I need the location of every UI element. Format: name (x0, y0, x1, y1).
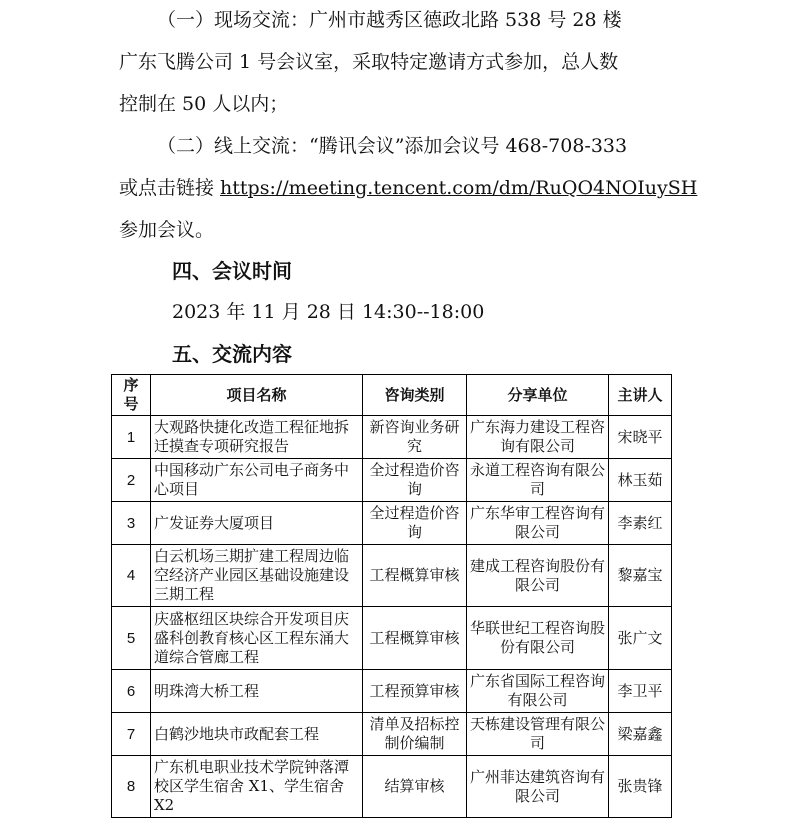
header-org: 分享单位 (467, 375, 609, 416)
cell-category: 工程概算审核 (363, 545, 467, 607)
cell-number: 7 (112, 713, 151, 756)
cell-speaker: 李素红 (609, 502, 672, 545)
cell-project-name: 庆盛枢纽区块综合开发项目庆盛科创教育核心区工程东涌大道综合管廊工程 (151, 607, 363, 670)
table-row (112, 670, 672, 713)
cell-category: 结算审核 (363, 756, 467, 818)
cell-number: 2 (112, 459, 151, 502)
cell-org: 华联世纪工程咨询股份有限公司 (467, 607, 609, 670)
cell-number: 1 (112, 416, 151, 459)
cell-number: 5 (112, 607, 151, 670)
cell-org: 建成工程咨询股份有限公司 (467, 545, 609, 607)
paragraph-online-line-3: 参加会议。 (119, 219, 215, 241)
cell-org: 广东省国际工程咨询有限公司 (467, 670, 609, 713)
cell-org: 广东华审工程咨询有限公司 (467, 502, 609, 545)
cell-org: 天栋建设管理有限公司 (467, 713, 609, 756)
link-prefix-text: 或点击链接 (119, 177, 221, 199)
table-row (112, 713, 672, 756)
cell-org: 永道工程咨询有限公司 (467, 459, 609, 502)
exchange-content-table (111, 374, 672, 818)
cell-project-name: 白鹤沙地块市政配套工程 (151, 713, 363, 756)
paragraph-onsite-line-3: 控制在 50 人以内； (119, 93, 289, 115)
cell-org: 广东海力建设工程咨询有限公司 (467, 416, 609, 459)
header-category: 咨询类别 (363, 375, 467, 416)
cell-speaker: 宋晓平 (609, 416, 672, 459)
cell-category: 清单及招标控制价编制 (363, 713, 467, 756)
meeting-datetime: 2023 年 11 月 28 日 14:30--18:00 (172, 301, 485, 323)
table-row (112, 459, 672, 502)
paragraph-onsite-line-1: （一）现场交流：广州市越秀区德政北路 538 号 28 楼 (157, 9, 622, 31)
meeting-link[interactable]: https://meeting.tencent.com/dm/RuQO4NOIuySH (220, 177, 698, 199)
table-row (112, 607, 672, 670)
cell-project-name: 明珠湾大桥工程 (151, 670, 363, 713)
cell-speaker: 张贵锋 (609, 756, 672, 818)
section-heading-meeting-time: 四、会议时间 (172, 259, 292, 283)
cell-speaker: 梁嘉鑫 (609, 713, 672, 756)
cell-category: 全过程造价咨询 (363, 459, 467, 502)
header-project-name: 项目名称 (151, 375, 363, 416)
cell-project-name: 大观路快捷化改造工程征地拆迁摸查专项研究报告 (151, 416, 363, 459)
cell-category: 工程概算审核 (363, 607, 467, 670)
cell-project-name: 广发证券大厦项目 (151, 502, 363, 545)
table-row (112, 502, 672, 545)
cell-speaker: 黎嘉宝 (609, 545, 672, 607)
header-speaker: 主讲人 (609, 375, 672, 416)
cell-project-name: 中国移动广东公司电子商务中心项目 (151, 459, 363, 502)
cell-speaker: 林玉茹 (609, 459, 672, 502)
table-row (112, 416, 672, 459)
table-row (112, 545, 672, 607)
table-header-row (112, 375, 672, 416)
cell-number: 3 (112, 502, 151, 545)
header-number: 序号 (112, 375, 151, 416)
cell-number: 4 (112, 545, 151, 607)
paragraph-online-line-1: （二）线上交流：“腾讯会议”添加会议号 468-708-333 (157, 135, 628, 157)
cell-number: 6 (112, 670, 151, 713)
cell-speaker: 李卫平 (609, 670, 672, 713)
cell-project-name: 白云机场三期扩建工程周边临空经济产业园区基础设施建设三期工程 (151, 545, 363, 607)
cell-speaker: 张广文 (609, 607, 672, 670)
section-heading-content: 五、交流内容 (172, 342, 292, 366)
cell-category: 新咨询业务研究 (363, 416, 467, 459)
cell-org: 广州菲达建筑咨询有限公司 (467, 756, 609, 818)
cell-category: 工程预算审核 (363, 670, 467, 713)
paragraph-onsite-line-2: 广东飞腾公司 1 号会议室，采取特定邀请方式参加，总人数 (119, 51, 619, 73)
cell-category: 全过程造价咨询 (363, 502, 467, 545)
cell-project-name: 广东机电职业技术学院钟落潭校区学生宿舍 X1、学生宿舍 X2 (151, 756, 363, 818)
cell-number: 8 (112, 756, 151, 818)
table-row (112, 756, 672, 818)
paragraph-online-line-2 (119, 176, 697, 200)
